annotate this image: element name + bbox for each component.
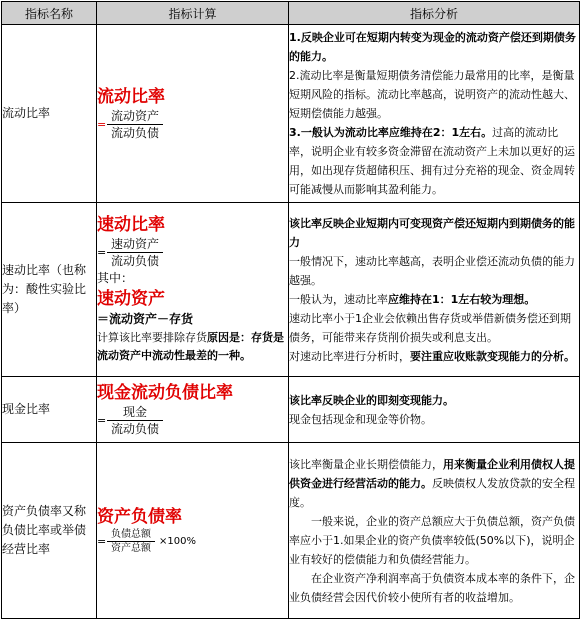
cash-ratio-analysis: 该比率反映企业的即刻变现能力。 现金包括现金和现金等价物。: [289, 377, 580, 443]
numerator: 速动资产: [111, 237, 160, 251]
cash-ratio-calc: [97, 377, 289, 443]
analysis-p1: 1.反映企业可在短期内转变为现金的流动资产偿还到期债务的能力。: [289, 31, 576, 63]
denominator: 流动负债: [107, 252, 163, 269]
denominator: 流动负债: [107, 124, 163, 141]
equals-sign: =: [97, 118, 107, 131]
quick-assets-formula: ＝流动资产－存货: [97, 312, 194, 326]
current-ratio-name: 流动比率: [2, 25, 97, 203]
cash-ratio-formula: = $\frac{\text{现金}}{\text{流动负债}}$: [97, 404, 288, 437]
quick-assets-title: 速动资产: [97, 289, 165, 309]
debt-ratio-analysis: 该比率衡量企业长期偿债能力，用来衡量企业利用债权人提供资金进行经营活动的能力。反映债权人发放贷款的安全程度。 一般来说，企业的资产总额应大于负债总额，资产负债率应小于1.如果企业的资产负债率较低(50%以下)，说明企业有较好的偿债能力和负债经营能力。 在企业资产净利润率高于负债资本成本率的条件下，企业负债经营会因代价较小使所有者的收益增加。: [289, 443, 580, 619]
current-ratio-title: 流动比率: [97, 87, 165, 107]
quick-ratio-title: 速动比率: [97, 215, 165, 235]
times-100-percent: ×100%: [159, 536, 196, 547]
quick-ratio-note: 计算该比率要排除存货原因是：存货是流动资产中流动性最差的一种。: [97, 331, 284, 362]
row-current-ratio: [2, 25, 580, 203]
financial-ratio-table: [1, 1, 580, 619]
current-ratio-analysis: [289, 25, 580, 203]
header-name: 指标名称: [2, 2, 97, 25]
where-label: 其中：: [97, 271, 134, 285]
debt-ratio-calc: [97, 443, 289, 619]
denominator: 流动负债: [107, 420, 163, 437]
numerator: 流动资产: [111, 109, 160, 123]
analysis-p3: 3.一般认为流动比率应维持在2：1左右。过高的流动比率，说明企业有较多资金滞留在流动资产上未加以更好的运用，如出现存货超储积压、拥有过分充裕的现金、资金周转可能减慢从而影响其盈利能力。: [289, 126, 575, 196]
row-debt-ratio: [2, 443, 580, 619]
numerator: 负债总额: [111, 529, 151, 540]
debt-ratio-title: 资产负债率: [97, 507, 182, 527]
analysis-p2: 2.流动比率是衡量短期债务清偿能力最常用的比率，是衡量短期风险的指标。流动比率越高，说明资产的流动性越大、短期偿债能力越强。: [289, 69, 575, 120]
quick-ratio-calc: [97, 203, 289, 377]
header-row: [2, 2, 580, 25]
current-ratio-formula: [97, 108, 288, 141]
quick-ratio-analysis: 该比率反映企业短期内可变现资产偿还短期内到期债务的能力 一般情况下，速动比率越高，表明企业偿还流动负债的能力越强。 一般认为，速动比率应维持在1：1左右较为理想。 速动比率小于1企业会依赖出售存货或举借新债务偿还到期债务，可能带来存货削价损失或利息支出。 对速动比率进行分析时，要注重应收账款变现能力的分析。: [289, 203, 580, 377]
row-quick-ratio: [2, 203, 580, 377]
denominator: 资产总额: [107, 541, 155, 555]
cash-ratio-name: 现金比率: [2, 377, 97, 443]
quick-ratio-name: 速动比率（也称为：酸性实验比率）: [2, 203, 97, 377]
quick-ratio-formula: = $\frac{\text{速动资产}}{\text{流动负债}}$: [97, 236, 288, 269]
cash-ratio-title: 现金流动负债比率: [97, 383, 233, 403]
row-cash-ratio: [2, 377, 580, 443]
current-ratio-calc: [97, 25, 289, 203]
debt-ratio-formula: = $\frac{\text{负债总额}}{\text{资产总额}}$ ×100%: [97, 529, 196, 554]
debt-ratio-name: 资产负债率又称负债比率或举债经营比率: [2, 443, 97, 619]
header-analysis: 指标分析: [289, 2, 580, 25]
numerator: 现金: [123, 405, 148, 419]
header-calc: 指标计算: [97, 2, 289, 25]
